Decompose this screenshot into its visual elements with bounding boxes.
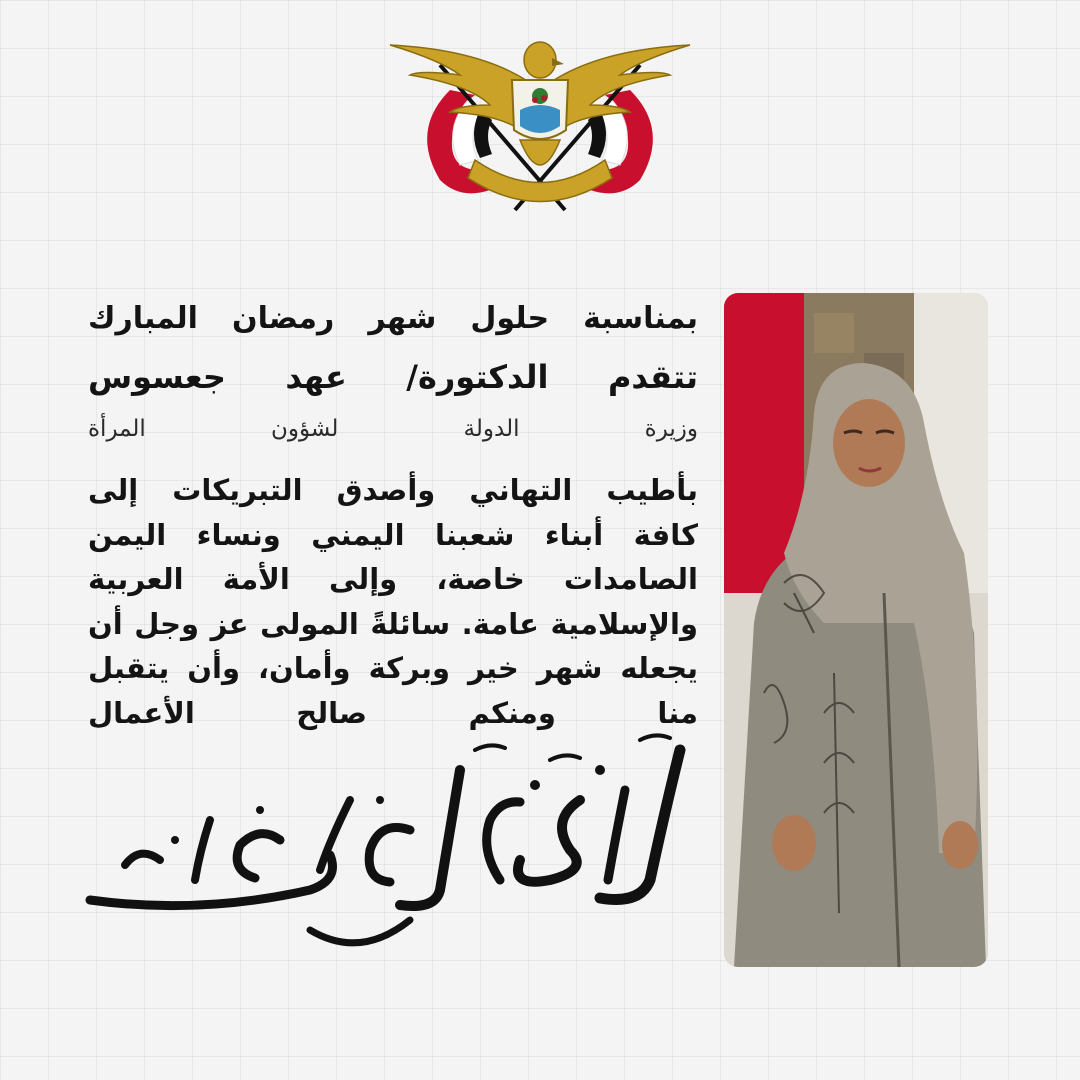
- message-line: بأطيب التهاني وأصدق التبريكات إلى: [88, 473, 698, 507]
- greeting-line-title: وزيرة الدولة لشؤون المرأة: [88, 416, 698, 442]
- message-line: والإسلامية عامة. سائلةً المولى عز وجل أن: [88, 606, 698, 641]
- message-line: يجعله شهر خير وبركة وأمان، وأن يتقبل: [88, 651, 698, 685]
- message-line: منا ومنكم صالح الأعمال: [88, 695, 698, 730]
- message-line: كافة أبناء شعبنا اليمني ونساء اليمن: [88, 517, 698, 552]
- message-body: [88, 468, 698, 735]
- message-line: الصامدات خاصة، وإلى الأمة العربية: [88, 562, 698, 596]
- greeting-line-sender: تتقدم الدكتورة/ عهد جعسوس: [88, 358, 698, 396]
- greeting-text-block: [88, 290, 698, 735]
- portrait-image: [724, 293, 988, 967]
- yemen-eagle-emblem-icon: [380, 30, 700, 220]
- minister-photo: [724, 293, 988, 967]
- calligraphy-icon: [80, 730, 700, 970]
- greeting-line-occasion: بمناسبة حلول شهر رمضان المبارك: [88, 301, 698, 336]
- yemen-emblem: [380, 30, 700, 220]
- calligraphy-greeting: [80, 730, 700, 970]
